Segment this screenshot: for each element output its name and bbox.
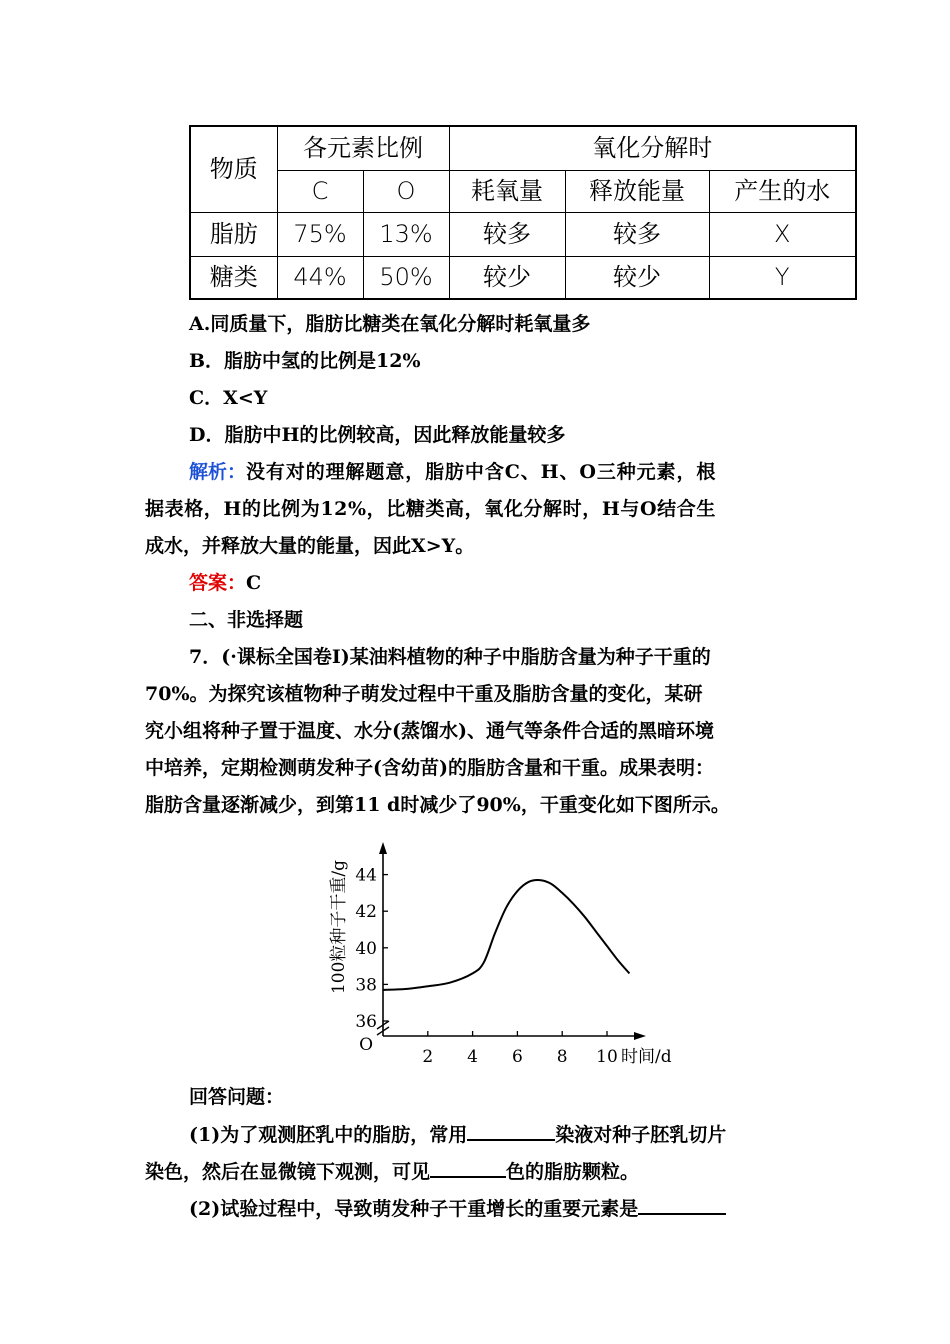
y-axis-label: 100粒种子干重/g [329, 859, 349, 995]
header-water-produced: 产生的水 [709, 170, 856, 212]
q7-line5: 脂肪含量逐渐减少，到第11 d时减少了90%，干重变化如下图所示。 [145, 794, 730, 816]
q7-line4: 中培养，定期检测萌发种子(含幼苗)的脂肪含量和干重。成果表明： [145, 757, 714, 779]
table-row [190, 212, 856, 256]
analysis-line1: 解析：没有对的理解题意，脂肪中含C、H、O三种元素，根 [189, 461, 717, 483]
header-substance: 物质 [190, 126, 277, 212]
row-water: Y [709, 256, 856, 299]
q7-line1: 7．(·课标全国卷Ⅰ)某油料植物的种子中脂肪含量为种子干重的 [189, 646, 711, 668]
header-oxygen-use: 耗氧量 [449, 170, 565, 212]
question-1-line1: (1)为了观测胚乳中的脂肪，常用 染液对种子胚乳切片 [189, 1124, 727, 1146]
q7-line2: 70%。为探究该植物种子萌发过程中干重及脂肪含量的变化，某研 [145, 683, 703, 705]
y-tick-label: 40 [355, 938, 377, 959]
header-energy-release: 释放能量 [565, 170, 709, 212]
x-tick-label: 2 [422, 1047, 434, 1067]
row-name: 脂肪 [190, 212, 277, 256]
x-axis-label: 时间/d [621, 1047, 672, 1067]
row-c: 44% [277, 256, 363, 299]
option-c: C．X<Y [189, 387, 268, 409]
row-o: 50% [363, 256, 449, 299]
table-row [190, 256, 856, 299]
row-oxygen: 较多 [449, 212, 565, 256]
row-energy: 较多 [565, 212, 709, 256]
analysis-label: 解析： [189, 461, 247, 483]
dry-weight-line [383, 880, 629, 990]
row-water: X [709, 212, 856, 256]
row-name: 糖类 [190, 256, 277, 299]
questions-intro: 回答问题： [189, 1086, 285, 1108]
analysis-line3: 成水，并释放大量的能量，因此X>Y。 [145, 535, 475, 557]
header-c: C [277, 170, 363, 212]
row-o: 13% [363, 212, 449, 256]
option-b: B．脂肪中氢的比例是12% [189, 350, 421, 372]
answer [189, 574, 261, 593]
dry-weight-chart [320, 830, 680, 1075]
option-d: D．脂肪中H的比例较高，因此释放能量较多 [189, 424, 566, 446]
question-2: (2)试验过程中，导致萌发种子干重增长的重要元素是 [189, 1197, 726, 1219]
answer-blank[interactable] [430, 1160, 506, 1178]
section-title: 二、非选择题 [189, 609, 304, 631]
option-a: A.同质量下，脂肪比糖类在氧化分解时耗氧量多 [189, 313, 591, 335]
analysis-line2: 据表格，H的比例为12%，比糖类高，氧化分解时，H与O结合生 [145, 498, 716, 520]
answer-blank[interactable] [467, 1123, 555, 1141]
header-oxidation: 氧化分解时 [449, 126, 856, 170]
row-c: 75% [277, 212, 363, 256]
x-tick-label: 10 [596, 1047, 618, 1067]
x-axis-arrow [634, 1032, 646, 1040]
header-o: O [363, 170, 449, 212]
x-tick-label: 4 [467, 1047, 479, 1067]
question-1-line2: 染色，然后在显微镜下观测，可见 色的脂肪颗粒。 [145, 1161, 640, 1183]
origin-label: O [359, 1035, 373, 1055]
row-energy: 较少 [565, 256, 709, 299]
y-tick-label: 42 [355, 902, 377, 923]
answer-value: C [246, 572, 262, 594]
x-tick-label: 8 [556, 1047, 568, 1067]
element-ratio-table [189, 125, 857, 300]
y-tick-label: 44 [355, 865, 377, 886]
x-tick-label: 6 [511, 1047, 523, 1067]
answer-label: 答案： [189, 572, 247, 594]
header-element-ratio: 各元素比例 [277, 126, 449, 170]
y-tick-label: 38 [355, 975, 377, 996]
q7-line3: 究小组将种子置于温度、水分(蒸馏水)、通气等条件合适的黑暗环境 [145, 720, 714, 742]
row-oxygen: 较少 [449, 256, 565, 299]
y-axis-arrow [379, 842, 387, 854]
y-tick-label: 36 [355, 1012, 377, 1032]
answer-blank[interactable] [638, 1197, 726, 1215]
